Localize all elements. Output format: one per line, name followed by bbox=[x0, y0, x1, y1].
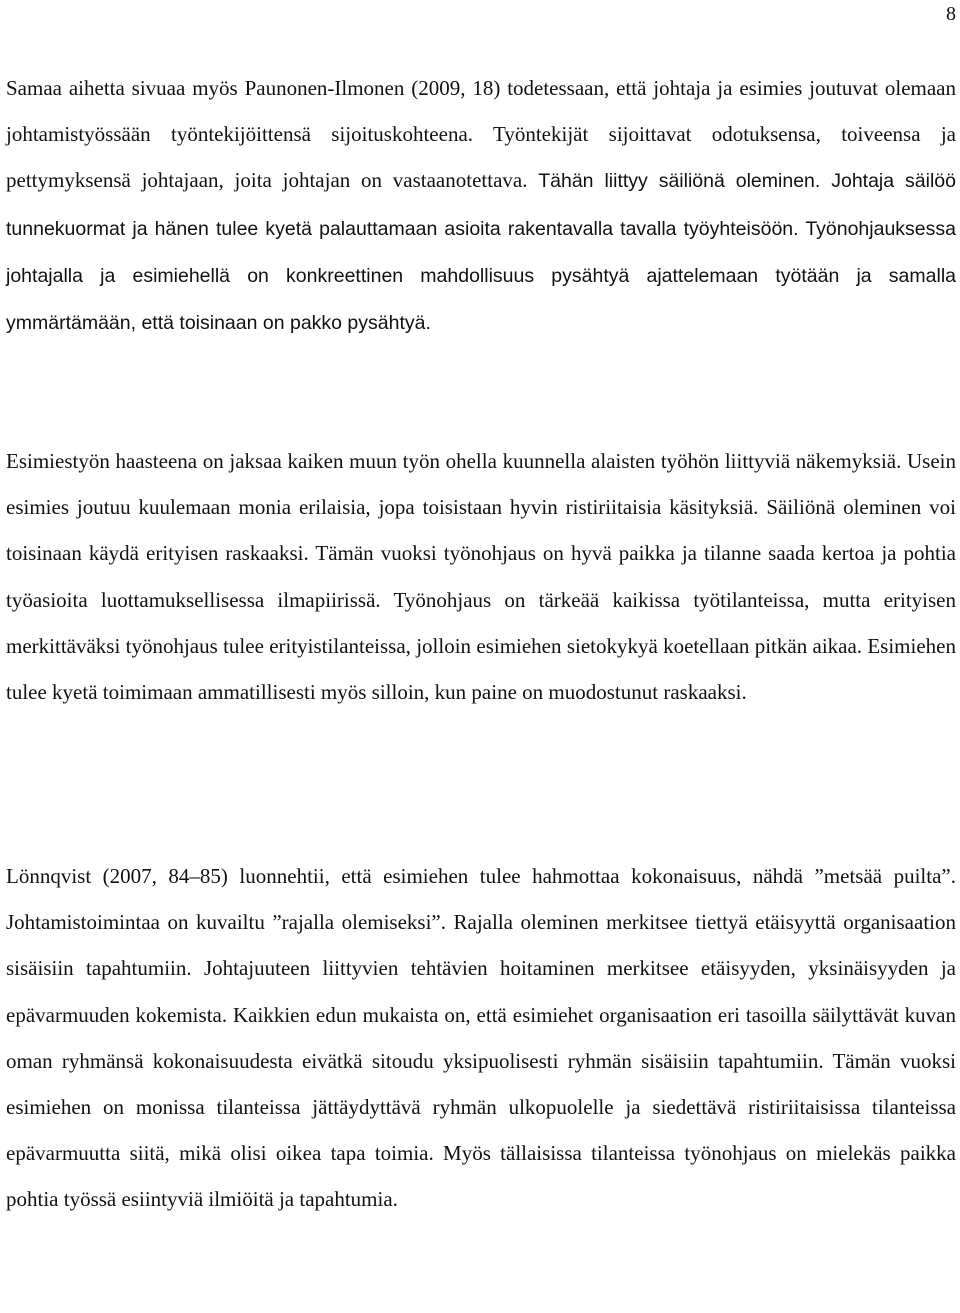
paragraph-1-serif-text: Samaa aihetta sivuaa myös Paunonen-Ilmonen (2009, 18) todetessaan, että johtaja ja esimies joutuvat olemaan johtamistyössään työntekijöittensä sijoituskohteena. Työntekijät sijoittavat odotuksensa, toiveensa ja pettymyksensä johtajaan, joita johtajan on vastaanotettava. bbox=[6, 76, 956, 193]
paragraph-3-text: Lönnqvist (2007, 84–85) luonnehtii, että esimiehen tulee hahmottaa kokonaisuus, nähdä ”metsää puilta”. Johtamistoimintaa on kuvailtu ”rajalla olemiseksi”. Rajalla oleminen merkitsee tiettyä etäisyyttä organisaation sisäisiin tapahtumiin. Johtajuuteen liittyvien tehtävien hoitaminen merkitsee etäisyyden, yksinäisyyden ja epävarmuuden kokemista. Kaikkien edun mukaista on, että esimiehet organisaation eri tasoilla säilyttävät kuvan oman ryhmänsä kokonaisuudesta eivätkä sitoudu yksipuolisesti ryhmän sisäisiin tapahtumiin. Tämän vuoksi esimiehen on monissa tilanteissa jättäydyttävä ryhmän ulkopuolelle ja siedettävä ristiriitaisissa tilanteissa epävarmuutta siitä, mikä olisi oikea tapa toimia. Myös tällaisissa tilanteissa työnohjaus on mielekäs paikka pohtia työssä esiintyviä ilmiöitä ja tapahtumia. bbox=[6, 864, 956, 1212]
paragraph-1-sans-text: Tähän liittyy säiliönä oleminen. Johtaja säilöö tunnekuormat ja hänen tulee kyetä palauttamaan asioita rakentavalla tavalla työyhteisöön. Työnohjauksessa johtajalla ja esimiehellä on konkreettinen mahdollisuus pysähtyä ajattelemaan työtään ja samalla ymmärtämään, että toisinaan on pakko pysähtyä. bbox=[6, 170, 956, 335]
page-number: 8 bbox=[946, 3, 956, 25]
paragraph-3 bbox=[6, 853, 956, 1223]
paragraph-2 bbox=[6, 438, 956, 715]
paragraph-1 bbox=[6, 65, 956, 346]
paragraph-2-text: Esimiestyön haasteena on jaksaa kaiken muun työn ohella kuunnella alaisten työhön liittyviä näkemyksiä. Usein esimies joutuu kuulemaan monia erilaisia, jopa toisistaan hyvin ristiriitaisia käsityksiä. Säiliönä oleminen voi toisinaan käydä erityisen raskaaksi. Tämän vuoksi työnohjaus on hyvä paikka ja tilanne saada kertoa ja pohtia työasioita luottamuksellisessa ilmapiirissä. Työnohjaus on tärkeää kaikissa työtilanteissa, mutta erityisen merkittäväksi työnohjaus tulee erityistilanteissa, jolloin esimiehen sietokykyä koetellaan pitkän aikaa. Esimiehen tulee kyetä toimimaan ammatillisesti myös silloin, kun paine on muodostunut raskaaksi. bbox=[6, 449, 956, 705]
